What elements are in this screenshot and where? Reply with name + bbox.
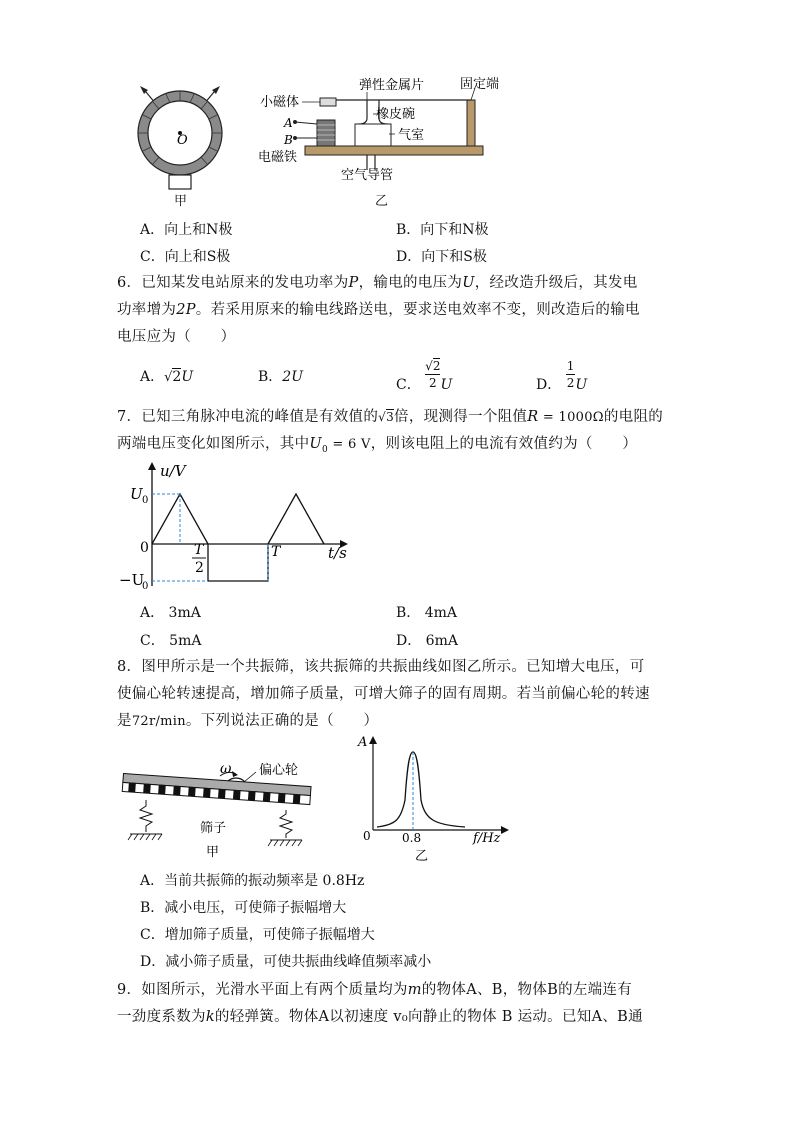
- q8-line-3: 是72r/min。下列说法正确的是（ ）: [117, 713, 379, 729]
- q7-line-2: 两端电压变化如图所示，其中$U_0 = 6$ V，则该电阻上的电流有效值约为（ ）: [117, 436, 638, 455]
- label-electromagnet: 电磁铁: [258, 150, 298, 165]
- q8-option-b: B．减小电压，可使筛子振幅增大: [140, 900, 347, 916]
- label-chamber: 气室: [398, 128, 425, 143]
- q5-option-d: D．向下和S极: [396, 249, 487, 265]
- q9-line-2: 一劲度系数为k的轻弹簧。物体A以初速度 v₀向静止的物体 B 运动。已知A、B通: [117, 1009, 643, 1025]
- q8-yi-label: 乙: [415, 849, 429, 864]
- label-elastic: 弹性金属片: [359, 78, 425, 93]
- figure-yi-device: [255, 72, 515, 187]
- q5-option-c: C．向上和S极: [140, 249, 231, 265]
- fig-jia-label: 甲: [174, 194, 188, 209]
- q7-U0-label: U: [130, 485, 143, 503]
- label-fixed: 固定端: [460, 77, 500, 92]
- q5-option-a: A．向上和N极: [140, 222, 233, 238]
- q6-line-3: 电压应为（ ）: [117, 329, 236, 345]
- q8-option-c: C．增加筛子质量，可使筛子振幅增大: [140, 927, 375, 943]
- q8-sieve-label: 筛子: [200, 821, 227, 836]
- q7-xlabel: t/s: [328, 544, 347, 562]
- q8-option-a: A．当前共振筛的振动频率是 0.8Hz: [140, 873, 365, 889]
- q8-curve-zero: 0: [363, 829, 371, 843]
- q7-option-b: B． 4mA: [396, 605, 458, 621]
- q8-sieve-figure: [116, 758, 316, 858]
- q7-zero-label: 0: [140, 540, 149, 556]
- q7-T2-num: T: [194, 542, 204, 558]
- q5-option-b: B．向下和N极: [396, 222, 489, 238]
- q8-resonance-curve: [355, 730, 515, 865]
- q7-T-label: T: [271, 544, 281, 560]
- label-tube: 空气导管: [341, 168, 394, 183]
- q8-option-d: D．减小筛子质量，可使共振曲线峰值频率减小: [140, 954, 432, 970]
- q8-jia-label: 甲: [206, 845, 220, 858]
- center-O-label: O: [177, 133, 188, 148]
- q9-line-1: 9．如图所示，光滑水平面上有两个质量均为m的物体A、B，物体B的左端连有: [117, 982, 633, 998]
- q6-option-c: C． $\frac{√2}{2}$ U: [396, 359, 453, 393]
- q6-line-1: 6．已知某发电站原来的发电功率为P，输电的电压为U，经改造升级后，其发电: [117, 275, 638, 291]
- q6-option-a: A．√2U: [140, 369, 194, 385]
- label-magnet: 小磁体: [260, 95, 300, 110]
- svg-text:0: 0: [142, 581, 149, 590]
- svg-text:0: 0: [142, 495, 149, 506]
- q6-option-d: D． $\frac{1}{2}$ U: [536, 359, 588, 393]
- q6-line-2: 功率增为2P。若采用原来的输电线路送电，要求送电效率不变，则改造后的输电: [117, 302, 640, 318]
- q8-curve-xlabel: f/Hz: [473, 831, 501, 846]
- label-A: A: [284, 116, 293, 130]
- label-rubber: 橡皮碗: [376, 107, 416, 122]
- q7-line-1: 7．已知三角脉冲电流的峰值是有效值的√3倍，现测得一个阻值R = 1000Ω的电阻的: [117, 409, 664, 425]
- q7-option-a: A． 3mA: [140, 605, 201, 621]
- fig-yi-label: 乙: [375, 194, 389, 209]
- q7-ylabel: u/V: [160, 462, 186, 480]
- label-B: B: [284, 133, 293, 147]
- q7-option-c: C． 5mA: [140, 633, 202, 649]
- q8-curve-ylabel: A: [358, 735, 368, 750]
- q7-T2-den: 2: [195, 560, 204, 576]
- q8-omega-label: ω: [220, 761, 232, 777]
- q7-voltage-graph: [116, 460, 356, 590]
- q8-line-2: 使偏心轮转速提高，增加筛子质量，可增大筛子的固有周期。若当前偏心轮的转速: [117, 686, 650, 702]
- q7-negU0-label: −U: [119, 571, 145, 589]
- q7-option-d: D． 6mA: [396, 633, 458, 649]
- q8-wheel-label: 偏心轮: [259, 763, 299, 778]
- q8-line-1: 8．图甲所示是一个共振筛，该共振筛的共振曲线如图乙所示。已知增大电压，可: [117, 659, 645, 675]
- q8-curve-peak: 0.8: [402, 831, 422, 845]
- q6-option-b: B．2U: [258, 369, 304, 385]
